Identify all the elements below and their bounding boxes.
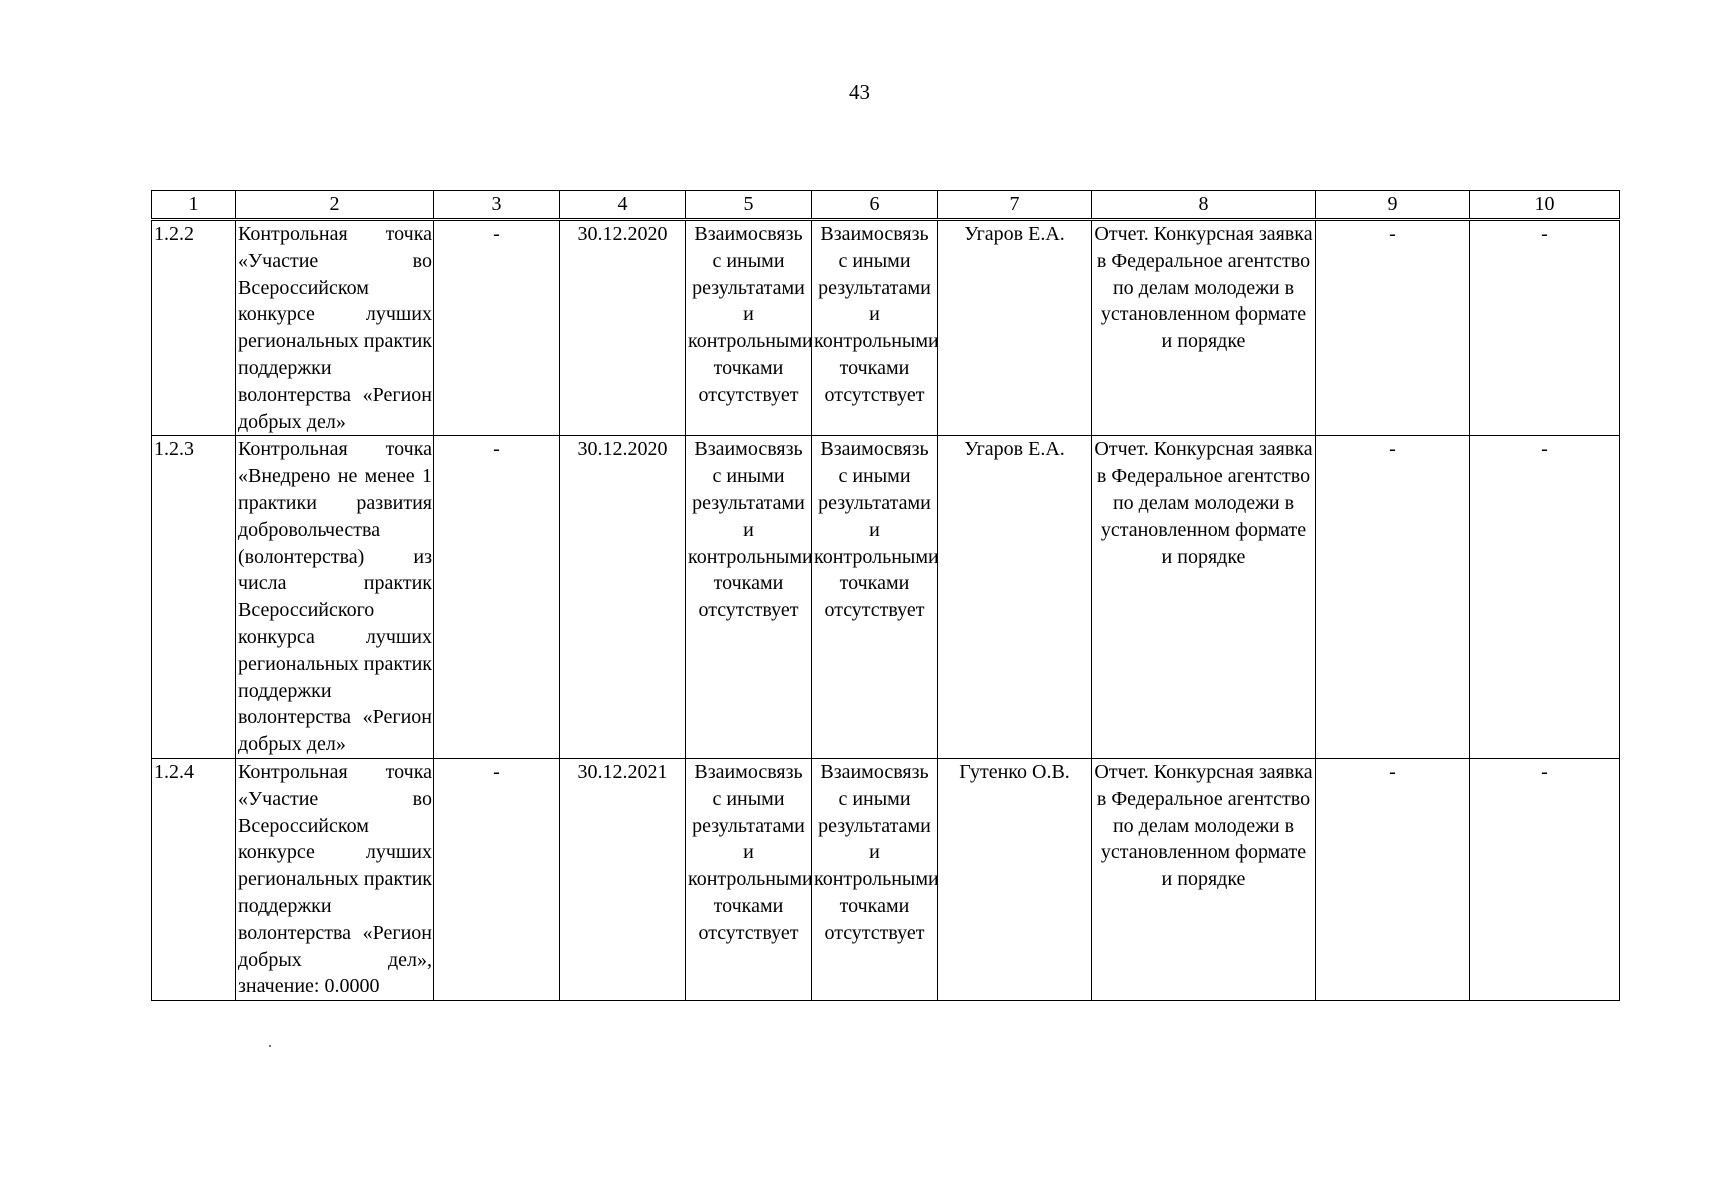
- col9-value: -: [1316, 220, 1470, 436]
- row-number: 1.2.4: [152, 758, 236, 1000]
- column-header: 5: [686, 191, 812, 220]
- date-value: 30.12.2020: [560, 436, 686, 759]
- column-header: 1: [152, 191, 236, 220]
- column-header: 7: [938, 191, 1092, 220]
- column-header: 10: [1470, 191, 1620, 220]
- date-value: 30.12.2021: [560, 758, 686, 1000]
- table-row: [152, 758, 1620, 1000]
- responsible-person: Угаров Е.А.: [938, 220, 1092, 436]
- table-row: [152, 220, 1620, 436]
- relation-text: Взаимосвязь с иными результатами и контрольными точками отсутствует: [686, 220, 812, 436]
- col3-value: -: [434, 758, 560, 1000]
- page-number: 43: [849, 80, 870, 104]
- report-description: Отчет. Конкурсная заявка в Федеральное агентство по делам молодежи в установленном формате и порядке: [1092, 436, 1316, 759]
- col3-value: -: [434, 220, 560, 436]
- col10-value: -: [1470, 436, 1620, 759]
- responsible-person: Гутенко О.В.: [938, 758, 1092, 1000]
- header-row: [152, 191, 1620, 220]
- relation-text: Взаимосвязь с иными результатами и контрольными точками отсутствует: [686, 758, 812, 1000]
- scan-speck: [269, 1045, 271, 1047]
- relation-text: Взаимосвязь с иными результатами и контрольными точками отсутствует: [686, 436, 812, 759]
- relation-text: Взаимосвязь с иными результатами и контрольными точками отсутствует: [812, 220, 938, 436]
- date-value: 30.12.2020: [560, 220, 686, 436]
- column-header: 8: [1092, 191, 1316, 220]
- relation-text: Взаимосвязь с иными результатами и контрольными точками отсутствует: [812, 436, 938, 759]
- row-number: 1.2.2: [152, 220, 236, 436]
- column-header: 6: [812, 191, 938, 220]
- column-header: 4: [560, 191, 686, 220]
- column-header: 3: [434, 191, 560, 220]
- table-row: [152, 436, 1620, 759]
- col10-value: -: [1470, 758, 1620, 1000]
- control-point-name: Контрольная точка «Участие во Всероссийском конкурсе лучших региональных практик поддержки волонтерства «Регион добрых дел»: [236, 220, 434, 436]
- control-point-name: Контрольная точка «Участие во Всероссийском конкурсе лучших региональных практик поддержки волонтерства «Регион добрых дел», значение: 0.0000: [236, 758, 434, 1000]
- col9-value: -: [1316, 758, 1470, 1000]
- report-description: Отчет. Конкурсная заявка в Федеральное агентство по делам молодежи в установленном формате и порядке: [1092, 220, 1316, 436]
- column-header: 2: [236, 191, 434, 220]
- relation-text: Взаимосвязь с иными результатами и контрольными точками отсутствует: [812, 758, 938, 1000]
- report-description: Отчет. Конкурсная заявка в Федеральное агентство по делам молодежи в установленном формате и порядке: [1092, 758, 1316, 1000]
- responsible-person: Угаров Е.А.: [938, 436, 1092, 759]
- col10-value: -: [1470, 220, 1620, 436]
- results-table: [151, 190, 1620, 1001]
- col3-value: -: [434, 436, 560, 759]
- control-point-name: Контрольная точка «Внедрено не менее 1 практики развития добровольчества (волонтерства) из числа практик Всероссийского конкурса лучших региональных практик поддержки волонтерства «Регион добрых дел»: [236, 436, 434, 759]
- column-header: 9: [1316, 191, 1470, 220]
- col9-value: -: [1316, 436, 1470, 759]
- row-number: 1.2.3: [152, 436, 236, 759]
